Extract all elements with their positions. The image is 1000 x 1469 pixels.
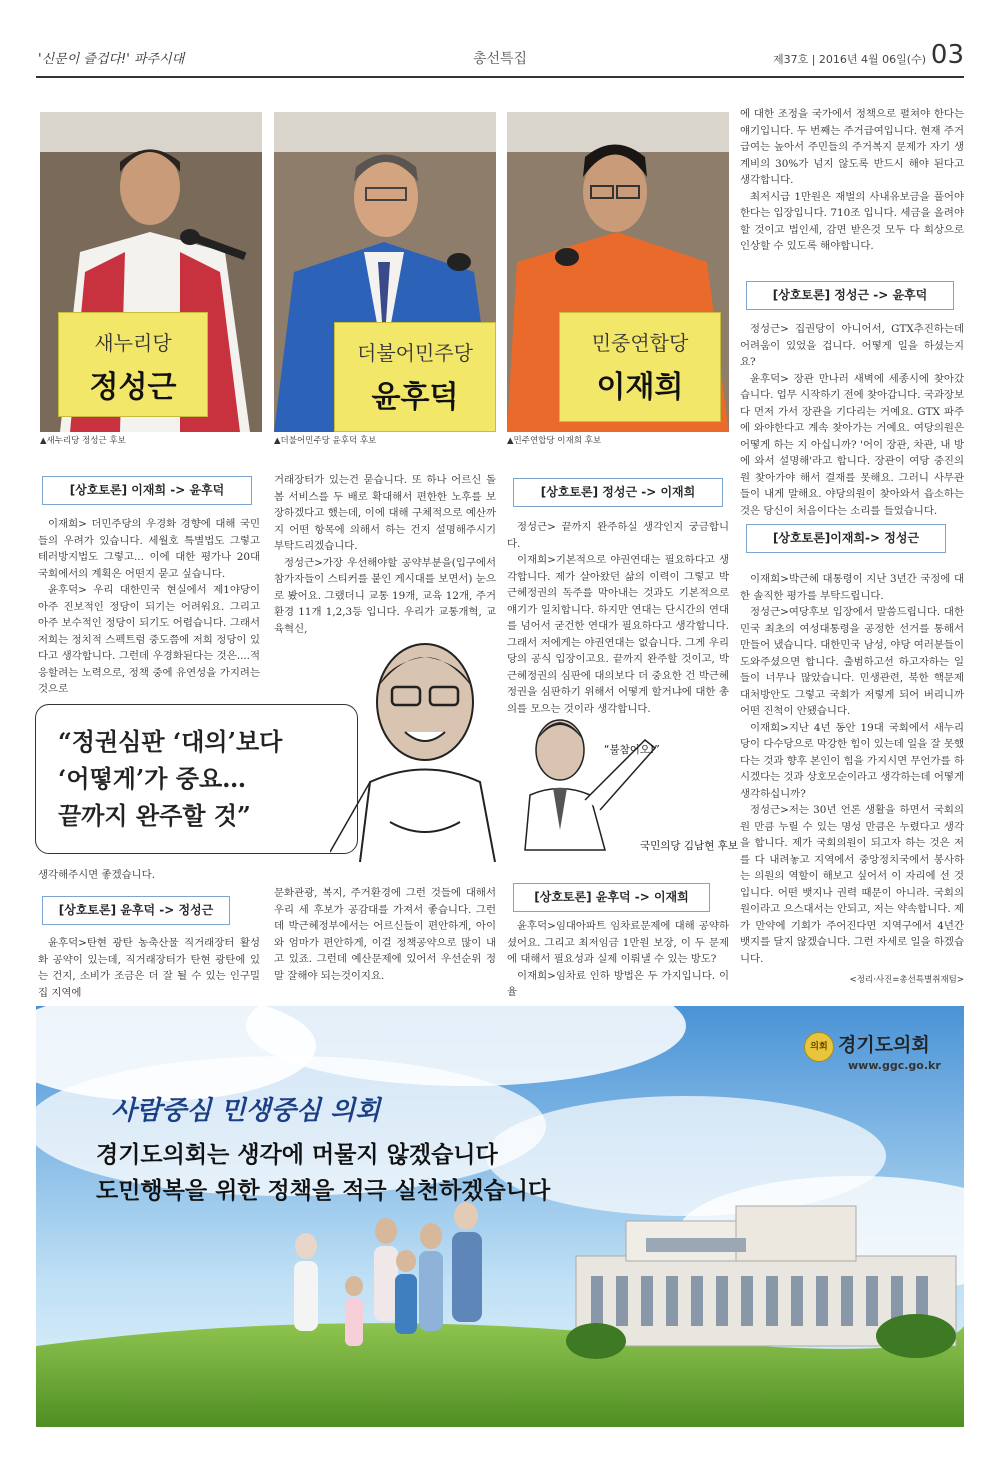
- paragraph: 정성근>여당후보 입장에서 말씀드립니다. 대한민국 최초의 여성대통령을 공정한 선거를 통해서 만들어 냈습니다. 대한민국 남성, 야당 여러분들이 도와주셨으면 합니다. 출범하고선 하고자하는 일들이 너무나 많았습니다. 민생관련, 북한 핵문제 대처방안도 그렇고 국회가 저렇게 되어 버리니까 어떤 진척이 안됐습니다.: [740, 606, 964, 717]
- advertisement-banner: [36, 1006, 964, 1427]
- topic-box-c4-2: [상호토론]이재희-> 정성근: [746, 524, 946, 553]
- candidate-photo-2: [274, 112, 496, 432]
- topic-box-c3-2: [상호토론] 윤후덕 -> 이재희: [513, 883, 710, 912]
- nameplate-1-name: 정성근: [89, 370, 177, 405]
- newspaper-logo: '신문이 즐겁다!' 파주시대: [38, 52, 185, 67]
- page-header: [36, 38, 964, 78]
- paragraph: 최저시급 1만원은 재벌의 사내유보금을 풀어야 한다는 입장입니다. 710조 입니다. 세금을 올려야 할 것이고 법인세, 감면 받은것 모두 다 회상으로 인상할 수 있도록 해야합니다.: [740, 190, 964, 252]
- column-4-text-3: [740, 571, 964, 967]
- paragraph: 이재희>기본적으로 야권연대는 필요하다고 생각합니다. 제가 살아왔던 삶의 이력이 그렇고 박근혜정권의 독주를 막아내는 것과도 기본적으로 얘기가 일치합니다. 하지만 연대는 단시간의 연대를 넘어서 굳건한 연대가 필요하다고 생각합니다. 그래서 저에게는 야권연대는 없습니다. 그게 우리당의 공식 입장이고요. 끝까지 완주할 것이고, 박근혜정권의 심판에 대의보다 더 중요한 건 박근혜 정권을 심판하기 위해서 어떻게 할거냐에 대한 총의를 모으는 것이라 생각합니다.: [507, 554, 729, 715]
- issue-info: 제37호 | 2016년 4월 06일(수): [772, 53, 926, 66]
- nameplate-3-name: 이재희: [596, 370, 684, 405]
- paragraph: 정성근>저는 30년 언론 생활을 하면서 국회의원 만큼 누릴 수 있는 명성 만큼은 누렸다고 생각을 합니다. 제가 국회의원이 되고자 하는 것은 저를 다 내려놓고 지역에서 중앙정치국에서 봉사하는 의원의 역할이 해보고 싶어서 이 자리에 선 것입니다. 어떤 뱃지나 권력 때문이 아니라. 국회의원이라고 으스대서는 안되고, 저는 약속합니다. 제가 만약에 기회가 주어진다면 지역구에서 4년간 뱃지를 달지 않겠습니다. 그런 자세로 일을 하겠습니다.: [740, 804, 964, 965]
- paragraph: 이재희>박근혜 대통령이 지난 3년간 국정에 대한 솔직한 평가를 부탁드립니다.: [740, 573, 964, 602]
- quote-line-2: ‘어떻게’가 중요…: [58, 764, 247, 793]
- page-number: 03: [930, 40, 964, 70]
- topic-box-c4-1: [상호토론] 정성근 -> 윤후덕: [746, 281, 954, 310]
- photo-caption-3: ▲민주연합당 이재희 후보: [507, 436, 602, 446]
- column-4-text-1: [740, 106, 964, 255]
- topic-box-c3-1: [상호토론] 정성근 -> 이재희: [513, 478, 723, 507]
- nameplate-3: [559, 312, 721, 422]
- column-1-text-1: [38, 516, 260, 698]
- column-1-text-2: [38, 867, 260, 884]
- topic-box-c1-2: [상호토론] 윤후덕 -> 정성근: [42, 896, 230, 925]
- photo-credit: <정리·사진=총선특별취재팀>: [849, 975, 964, 985]
- quote-line-1: “정권심판 ‘대의’보다: [58, 727, 283, 756]
- ad-line-1: 경기도의회는 생각에 머물지 않겠습니다: [96, 1142, 498, 1168]
- column-2-text-1: [274, 472, 496, 637]
- quote-bubble: [35, 704, 358, 854]
- photo-caption-1: ▲새누리당 정성근 후보: [40, 436, 126, 446]
- ad-line-2: 도민행복을 위한 정책을 적극 실천하겠습니다: [96, 1178, 551, 1204]
- column-2-text-2: [274, 885, 496, 984]
- topic-box-c1-1: [상호토론] 이재희 -> 윤후덕: [42, 476, 252, 505]
- nameplate-2-name: 윤후덕: [371, 380, 459, 415]
- paragraph: 정성근>가장 우선해야할 공약부분을(입구에서 참가자들이 스티커를 붙인 게시대를 보면서) 눈으로 봤어요. 그랬더니 교통 19개, 교육 12개, 주거환경 11개 1,2,3등 입니다. 우리가 교통개혁, 교육혁신,: [274, 556, 496, 635]
- candidate-photo-3: [507, 112, 729, 432]
- nameplate-1-party: 새누리당: [94, 331, 172, 355]
- section-title: 총선특집: [472, 51, 528, 67]
- column-1-text-3: [38, 935, 260, 1001]
- paragraph: 윤후덕> 장관 만나러 새벽에 세종시에 찾아갔습니다. 업무 시작하기 전에 찾아갑니다. 국과장보다 먼저 가서 장관을 기다리는 거예요. GTX 파주에 와야한다고 계속 찾아가는 거예요. 여당의원은 어떻게 하는 지 아십니까? '어이 장관, 차관, 내 방에 와서 설명해'라고 합니다. 장관이 여당 중진의원 찾아가야 해서 결재를 못해요. 그러니 사무관 들이 내게 말해요. 야당의원이 찾아와서 읍소하는 것은 당신이 처음이다는 소리를 들었습니다.: [740, 372, 964, 517]
- cartoon-speech: “불참이오!”: [604, 744, 660, 756]
- council-seal-icon: 의회: [804, 1032, 834, 1062]
- paragraph: 윤후덕>탄현 광탄 농축산물 직거래장터 활성화 공약이 있는데, 직거래장터가 탄현 광탄에 있는 건지, 소비가 조금은 더 잘 될 수 있는 인구밀집 지역에: [38, 937, 260, 999]
- column-3-text-1: [507, 519, 729, 717]
- ad-slogan: 사람중심 민생중심 의회: [111, 1096, 381, 1126]
- paragraph: 문화관광, 복지, 주거환경에 그런 것들에 대해서 우리 세 후보가 공감대를 가져서 좋습니다. 그런데 박근혜정부에서는 어르신들이 편안하게, 아이와 엄마가 편안하게, 이걸 정책공약으로 많이 내고 있죠. 그런데 예산문제에 있어서 우선순위 정말 잘해야 되는것이지요.: [274, 887, 496, 982]
- ad-url: www.ggc.go.kr: [848, 1059, 941, 1072]
- quote-line-3: 끝까지 완주할 것”: [58, 801, 251, 830]
- paragraph: 이재희> 더민주당의 우경화 경향에 대해 국민들의 우려가 있습니다. 세월호 특별법도 그렇고 테러방지법도 그렇고... 이에 대한 평가나 20대 국회에서의 계획은 어떤지 묻고 싶습니다.: [38, 518, 260, 580]
- paragraph: 정성근> 끝까지 완주하실 생각인지 궁금합니다.: [507, 521, 729, 550]
- column-3-text-2: [507, 918, 729, 1001]
- cartoon-caption: 국민의당 김남현 후보: [640, 840, 738, 852]
- paragraph: 윤후덕>임대아파트 임차료문제에 대해 공약하셨어요. 그리고 최저임금 1만원 보장, 이 두 문제에 대해서 필요성과 실제 이뤄낼 수 있는 방도?: [507, 920, 729, 965]
- ad-organization: 경기도의회: [838, 1034, 930, 1056]
- nameplate-2-party: 더불어민주당: [357, 341, 473, 365]
- paragraph: 거래장터가 있는건 묻습니다. 또 하나 어르신 돌봄 서비스를 두 배로 확대해서 편한한 노후를 보장하겠다고 했는데, 이에 대해 구체적으로 예산까지 어떤 항목에 의해서 하는 건지 설명해주시기 부탁드리겠습니다.: [274, 474, 496, 552]
- paragraph: 정성근> 집권당이 아니어서, GTX추진하는데 어려움이 있었을 겁니다. 어떻게 일을 하셨는지요?: [740, 323, 964, 368]
- column-4-text-2: [740, 321, 964, 519]
- paragraph: 생각해주시면 좋겠습니다.: [38, 869, 156, 881]
- paragraph: 이재희>지난 4년 동안 19대 국회에서 새누리당이 다수당으로 막강한 힘이 있는데 일을 잘 못했다는 것과 향후 본인이 힘을 가지시면 무언가를 하시겠다는 것과 상호모순이라고 생각하는데 어떻게 생각하십니까?: [740, 721, 964, 800]
- nameplate-2: [334, 322, 496, 432]
- cartoon-candidate-illustration: [330, 632, 510, 862]
- photo-caption-2: ▲더불어민주당 윤후덕 후보: [274, 436, 377, 446]
- nameplate-1: [58, 312, 208, 417]
- ad-background: [36, 1006, 964, 1427]
- candidate-photo-1: [40, 112, 262, 432]
- paragraph: 이재희>임차료 인하 방법은 두 가지입니다. 이율: [507, 969, 729, 998]
- paragraph: 에 대한 조정을 국가에서 정책으로 펼쳐야 한다는 얘기입니다. 두 번째는 주거급여입니다. 현재 주거급여는 높아서 주민들의 주거복지 문제가 자기 생계비의 30%가 넘지 않도록 반드시 해야 된다고 생각합니다.: [740, 108, 964, 186]
- quote-text: [58, 723, 282, 834]
- paragraph: 윤후덕> 우리 대한민국 현실에서 제1야당이 아주 진보적인 정당이 되기는 어려워요. 그리고 아주 보수적인 정당이 되기도 어렵습니다. 그래서 저희는 정치적 스펙트럼 중도쯤에 저희 정당이 있다고 생각합니다. 그런데 우경화된다는 것은....적응할려는 노력으로, 정책 중에 유연성을 가지려는 것으로: [38, 584, 260, 695]
- nameplate-3-party: 민중연합당: [591, 331, 689, 355]
